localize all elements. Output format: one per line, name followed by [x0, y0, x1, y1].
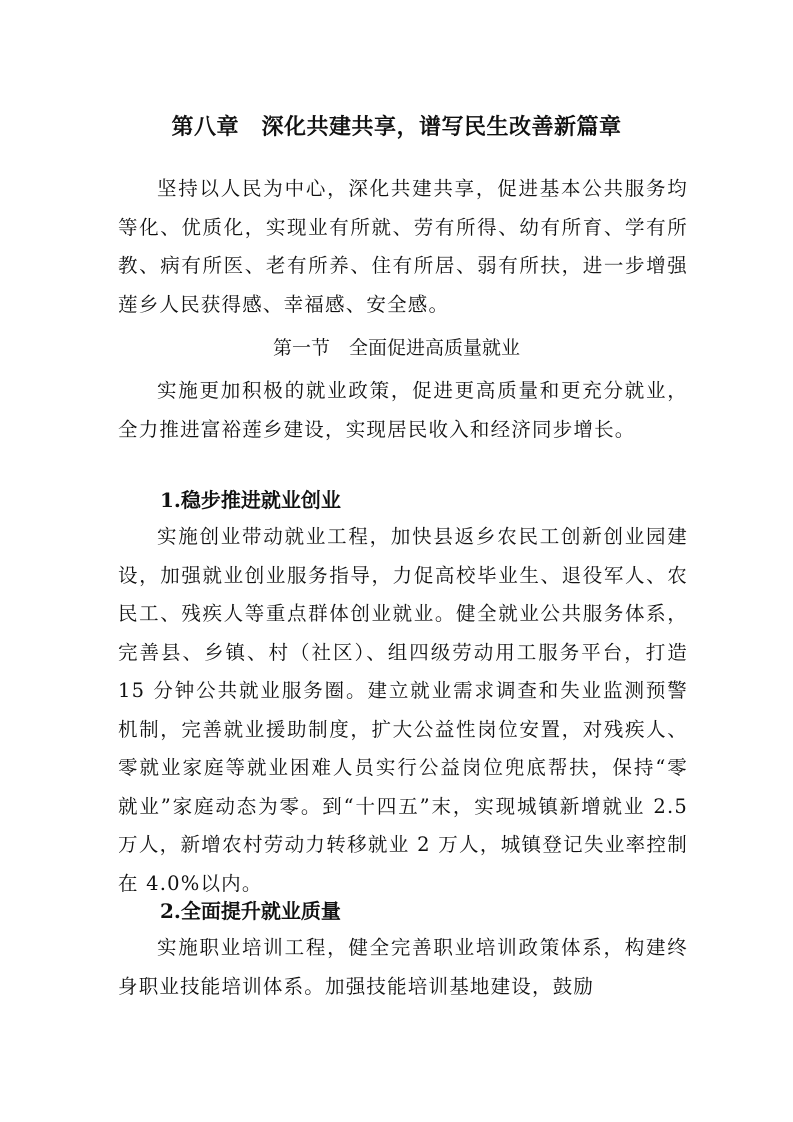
item-2-paragraph: 实施职业培训工程，健全完善职业培训政策体系，构建终身职业技能培训体系。加强技能培训基地建设，鼓励 [118, 936, 688, 998]
chapter-title: 第八章 深化共建共享，谱写民生改善新篇章 [171, 115, 622, 140]
item-1-heading: 1.稳步推进就业创业 [160, 488, 341, 512]
item-1-paragraph: 实施创业带动就业工程，加快县返乡农民工创新创业园建设，加强就业创业服务指导，力促高校毕业生、退役军人、农民工、残疾人等重点群体创业就业。健全就业公共服务体系，完善县、乡镇、村（社区）、组四级劳动用工服务平台，打造 15 分钟公共就业服务圈。建立就业需求调查和失业监测预警机制，完善就业援助制度，扩大公益性岗位安置，对残疾人、零就业家庭等就业困难人员实行公益岗位兜底帮扶，保持“零就业”家庭动态为零。到“十四五”末，实现城镇新增就业 2.5 万人，新增农村劳动力转移就业 2 万人，城镇登记失业率控制在 4.0%以内。 [118, 525, 688, 895]
item-2-heading: 2.全面提升就业质量 [160, 899, 341, 923]
chapter-intro-paragraph: 坚持以人民为中心，深化共建共享，促进基本公共服务均等化、优质化，实现业有所就、劳有所得、幼有所育、学有所教、病有所医、老有所养、住有所居、弱有所扶，进一步增强莲乡人民获得感、幸福感、安全感。 [118, 177, 688, 316]
section-title: 第一节 全面促进高质量就业 [272, 337, 520, 359]
section-intro-paragraph: 实施更加积极的就业政策，促进更高质量和更充分就业，全力推进富裕莲乡建设，实现居民收入和经济同步增长。 [118, 379, 688, 441]
